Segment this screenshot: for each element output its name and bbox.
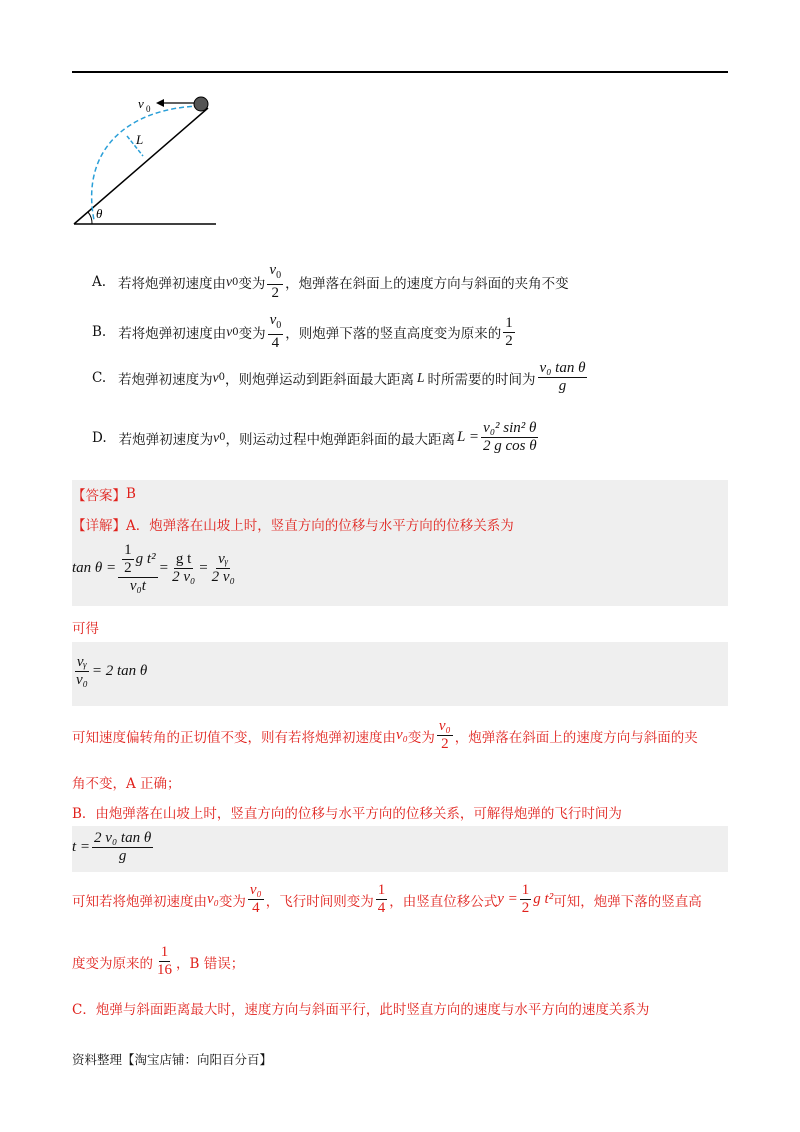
frac-den: 2 bbox=[505, 332, 513, 349]
v0-label: v bbox=[138, 96, 144, 111]
cannonball bbox=[194, 97, 208, 111]
fraction bbox=[520, 882, 532, 917]
L-symbol: L = bbox=[457, 429, 479, 445]
fraction bbox=[503, 315, 515, 350]
gt-term: g t² bbox=[533, 891, 554, 907]
frac-num: vᵧ bbox=[218, 551, 229, 567]
text: 度变为原来的 bbox=[72, 955, 153, 972]
text: ，飞行时间则变为 bbox=[265, 893, 374, 910]
equation-vy-ratio bbox=[72, 654, 147, 689]
b-conclusion-line-1 bbox=[72, 882, 702, 917]
v0-symbol: v₀ bbox=[396, 727, 408, 743]
fraction bbox=[92, 830, 153, 865]
option-a bbox=[92, 262, 569, 302]
arrow-head bbox=[156, 99, 164, 107]
answer-label: 【答案】 bbox=[72, 488, 126, 504]
frac-den: 2 bbox=[521, 900, 530, 916]
option-text: 变为 bbox=[238, 276, 266, 292]
text: 可知速度偏转角的正切值不变，则有若将炮弹初速度由 bbox=[72, 729, 396, 746]
frac-num: 2 v₀ tan θ bbox=[94, 830, 152, 846]
frac-num: v bbox=[269, 312, 277, 328]
equation-time bbox=[72, 830, 155, 865]
angle-arc bbox=[88, 212, 92, 224]
incline-diagram bbox=[70, 88, 230, 233]
v0-sub: 0 bbox=[146, 104, 151, 114]
frac-num-sub: 0 bbox=[276, 320, 282, 331]
text: 变为 bbox=[218, 893, 246, 910]
eq-lhs: t = bbox=[72, 839, 91, 855]
frac-num: 1 bbox=[521, 882, 530, 898]
option-text: 变为 bbox=[238, 326, 266, 342]
y-symbol: y = bbox=[497, 891, 518, 907]
detail-intro bbox=[72, 514, 514, 534]
text: ，B 错误； bbox=[176, 955, 245, 972]
fraction bbox=[170, 551, 197, 586]
eq-lhs: tan θ = bbox=[72, 560, 117, 576]
frac-num: v bbox=[269, 262, 277, 278]
option-text: 若将炮弹初速度由 bbox=[118, 276, 227, 292]
frac-den: v₀t bbox=[129, 578, 146, 594]
frac-num: 1 bbox=[505, 314, 513, 331]
header-rule bbox=[72, 71, 728, 73]
v0-symbol: v bbox=[212, 369, 219, 385]
text: B．由炮弹落在山坡上时，竖直方向的位移与水平方向的位移关系，可解得炮弹的飞行时间为 bbox=[72, 806, 622, 822]
option-d bbox=[92, 420, 541, 455]
text: ，炮弹落在斜面上的速度方向与斜面的夹 bbox=[454, 729, 698, 746]
a-conclusion-line-2 bbox=[72, 772, 181, 792]
L-label: L bbox=[136, 132, 144, 147]
fraction bbox=[268, 312, 284, 352]
equation-block-2 bbox=[72, 642, 728, 706]
option-letter: D. bbox=[92, 429, 107, 446]
frac-num: v₀ bbox=[438, 718, 451, 734]
option-letter: A. bbox=[92, 274, 107, 290]
v0-symbol: v bbox=[226, 274, 233, 289]
b-conclusion-line-2 bbox=[72, 944, 244, 979]
frac-num: 1 bbox=[377, 882, 386, 898]
option-b bbox=[92, 312, 517, 352]
trajectory-curve bbox=[92, 106, 200, 220]
fraction bbox=[437, 718, 453, 753]
option-text: 若炮弹初速度为 bbox=[118, 431, 214, 448]
frac-den: 16 bbox=[157, 962, 172, 978]
option-letter: C. bbox=[92, 369, 107, 386]
frac-den: 2 bbox=[124, 560, 132, 576]
v0-sub: 0 bbox=[219, 432, 226, 443]
fraction bbox=[118, 542, 157, 595]
answer-value: B bbox=[126, 486, 136, 502]
fraction bbox=[210, 551, 237, 586]
fraction bbox=[74, 654, 90, 689]
fraction bbox=[538, 360, 588, 395]
text: ，由竖直位移公式 bbox=[389, 893, 498, 910]
incline-line bbox=[74, 108, 208, 224]
option-text: ，则炮弹运动到距斜面最大距离 bbox=[225, 371, 415, 388]
text: 可知若将炮弹初速度由 bbox=[72, 893, 207, 910]
option-text: 时所需要的时间为 bbox=[427, 371, 536, 388]
v0-symbol: v bbox=[226, 324, 233, 339]
fraction bbox=[155, 944, 174, 979]
frac-num: vᵧ bbox=[76, 654, 87, 670]
kede-text: 可得 bbox=[72, 621, 99, 637]
eq-rhs: = 2 tan θ bbox=[91, 663, 148, 679]
v0-sub: 0 bbox=[232, 326, 239, 338]
option-text: 若炮弹初速度为 bbox=[118, 371, 213, 388]
v0-symbol: v₀ bbox=[207, 891, 219, 907]
v0-symbol: v bbox=[213, 429, 220, 445]
option-text: ，则运动过程中炮弹距斜面的最大距离 bbox=[225, 431, 456, 448]
footer-text: 资料整理【淘宝店铺：向阳百分百】 bbox=[72, 1052, 273, 1067]
c-intro bbox=[72, 998, 649, 1018]
frac-den: 2 v₀ bbox=[172, 569, 196, 585]
L-symbol: L bbox=[417, 369, 425, 385]
frac-num: v₀² sin² θ bbox=[483, 420, 537, 436]
option-text: 若将炮弹初速度由 bbox=[118, 326, 227, 342]
theta-label: θ bbox=[96, 206, 103, 221]
frac-den: 2 bbox=[271, 285, 279, 301]
option-c bbox=[92, 360, 589, 395]
frac-den: 2 v₀ bbox=[211, 569, 235, 585]
frac-num: g t bbox=[175, 551, 192, 567]
equation-tan-theta: tan θ = $\frac{1}{2}$ g t² v₀t = $\frac{\text{g t}}{\text{2 v₀}}$ = $\frac{\text{vᵧ}}{\text{2 v₀}}$ bbox=[72, 542, 235, 594]
v0-sub: 0 bbox=[232, 276, 239, 288]
text: 变为 bbox=[407, 729, 435, 746]
frac-den: g bbox=[558, 378, 567, 394]
equation-block-3 bbox=[72, 826, 728, 872]
text: 可知，炮弹下落的竖直高 bbox=[553, 893, 702, 910]
frac-num: 1 bbox=[160, 944, 169, 960]
b-intro bbox=[72, 802, 622, 822]
frac-den: 4 bbox=[271, 335, 280, 351]
fraction bbox=[267, 262, 283, 302]
fraction bbox=[248, 882, 264, 917]
frac-den: 4 bbox=[252, 900, 260, 916]
detail-a-intro: A．炮弹落在山坡上时，竖直方向的位移与水平方向的位移关系为 bbox=[126, 518, 514, 534]
a-conclusion-line-1 bbox=[72, 718, 698, 753]
option-text: ，则炮弹下落的竖直高度变为原来的 bbox=[285, 326, 502, 342]
option-text: ，炮弹落在斜面上的速度方向与斜面的夹角不变 bbox=[285, 276, 569, 292]
kede-line bbox=[72, 617, 99, 637]
frac-num-term: g t² bbox=[135, 551, 156, 567]
text: C．炮弹与斜面距离最大时，速度方向与斜面平行，此时竖直方向的速度与水平方向的速度关系为 bbox=[72, 1002, 650, 1018]
frac-num-sub: 0 bbox=[276, 270, 282, 281]
frac-den: v₀ bbox=[76, 672, 88, 688]
fraction bbox=[481, 420, 539, 455]
frac-num: v₀ bbox=[249, 882, 262, 898]
frac-den: 4 bbox=[377, 900, 386, 916]
answer-line bbox=[72, 484, 136, 504]
frac-num: 1 bbox=[124, 542, 132, 558]
frac-num: v₀ tan θ bbox=[539, 360, 586, 376]
fraction bbox=[376, 882, 388, 917]
frac-den: 2 g cos θ bbox=[482, 438, 537, 454]
frac-den: 2 bbox=[441, 736, 449, 752]
option-letter: B. bbox=[92, 324, 107, 340]
text: 角不变，A 正确； bbox=[72, 776, 181, 792]
detail-label: 【详解】 bbox=[72, 518, 126, 534]
frac-den: g bbox=[118, 848, 127, 864]
v0-sub: 0 bbox=[218, 372, 226, 383]
